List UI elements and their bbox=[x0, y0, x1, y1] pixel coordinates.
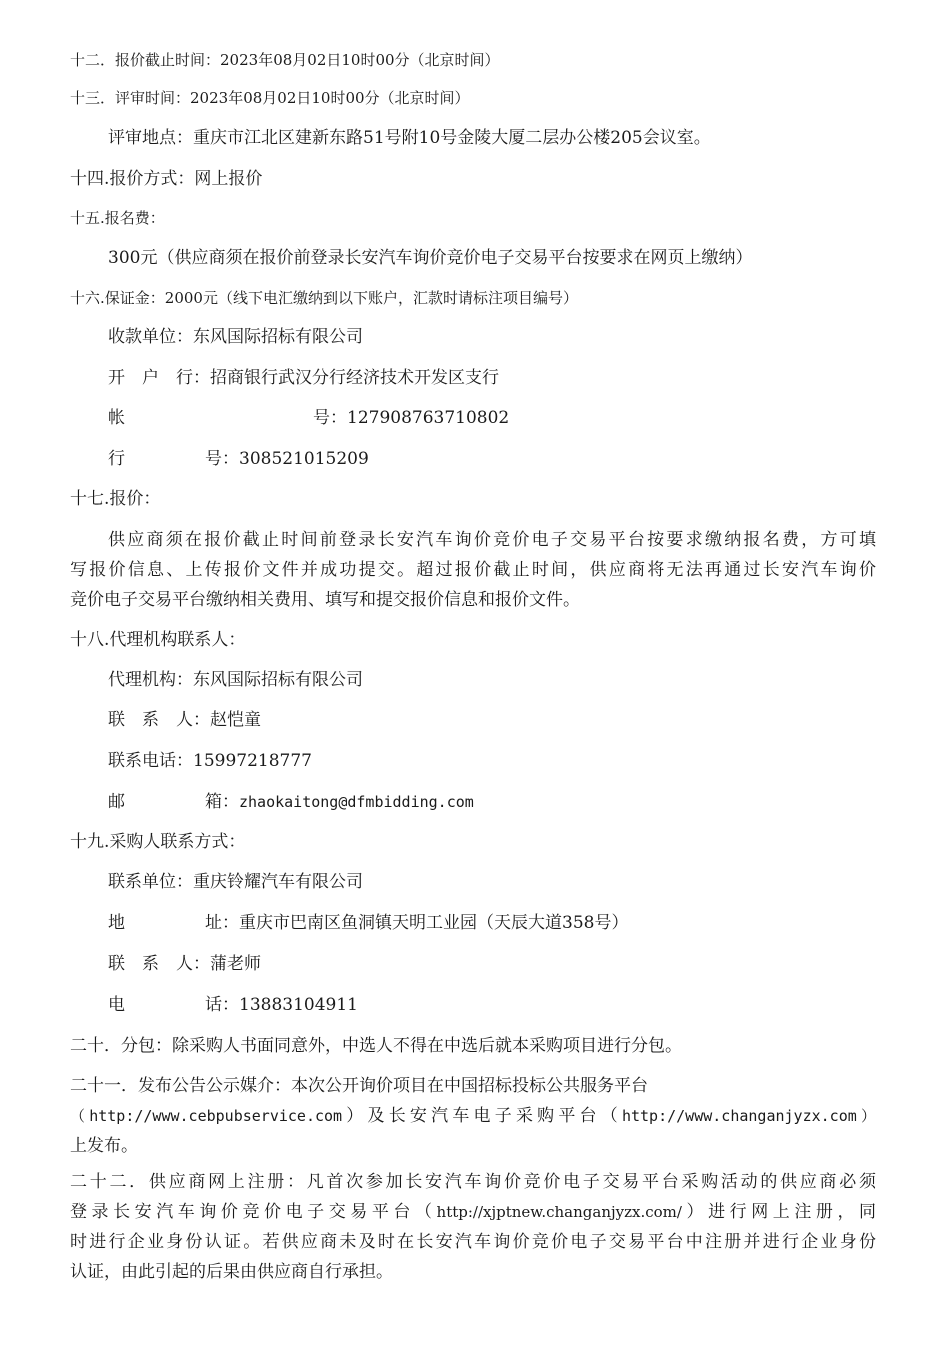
agent-org-value: 东风国际招标有限公司 bbox=[193, 670, 363, 690]
field-label: 联系单位： bbox=[108, 872, 193, 892]
xjptnew-link[interactable]: http://xjptnew.changanjyzx.com/ bbox=[436, 1203, 682, 1221]
agent-phone-value: 15997218777 bbox=[193, 751, 312, 771]
media-text: 上发布。 bbox=[70, 1136, 138, 1156]
registration-text: 认证，由此引起的后果由供应商自行承担。 bbox=[70, 1262, 393, 1282]
field-label: 话： bbox=[205, 995, 239, 1015]
subcontract-value: 除采购人书面同意外，中选人不得在中选后就本采购项目进行分包。 bbox=[172, 1036, 682, 1056]
bracket: ） bbox=[856, 1107, 876, 1125]
deposit-value: 2000元（线下电汇缴纳到以下账户，汇款时请标注项目编号） bbox=[164, 289, 578, 307]
field-label: 号： bbox=[205, 449, 239, 469]
registration-text: ）进行网上注册，同 bbox=[681, 1202, 876, 1222]
field-label: 评审地点： bbox=[108, 128, 193, 148]
field-label: 址： bbox=[205, 913, 239, 933]
registration-text: 时进行企业身份认证。若供应商未及时在长安汽车询价竞价电子交易平台中注册并进行企业身份 bbox=[70, 1232, 876, 1252]
field-label: 联系电话： bbox=[108, 751, 193, 771]
bank-code bbox=[108, 447, 808, 471]
bank-name bbox=[108, 366, 499, 390]
buyer-phone-value: 13883104911 bbox=[239, 995, 358, 1015]
buyer-phone bbox=[108, 993, 808, 1017]
field-label: 代理机构： bbox=[108, 670, 193, 690]
section-22-registration bbox=[70, 1167, 876, 1287]
buyer-person-value: 蒲老师 bbox=[210, 954, 261, 974]
section-label: 十五.报名费： bbox=[70, 209, 165, 227]
bank-account bbox=[108, 406, 808, 430]
section-label: 十三．评审时间： bbox=[70, 89, 191, 107]
account-value: 127908763710802 bbox=[347, 408, 510, 428]
bank-code-value: 308521015209 bbox=[239, 449, 369, 469]
review-time-value: 2023年08月02日10时00分（北京时间） bbox=[190, 89, 470, 107]
quote-paragraph bbox=[70, 525, 876, 615]
field-label: 收款单位： bbox=[108, 327, 193, 347]
section-label: 十二．报价截止时间： bbox=[70, 51, 221, 69]
section-14-quote-method bbox=[70, 167, 262, 191]
bracket: （ bbox=[70, 1107, 90, 1125]
review-place-value: 重庆市江北区建新东路51号附10号金陵大厦二层办公楼205会议室。 bbox=[193, 128, 711, 148]
paragraph-line: 写报价信息、上传报价文件并成功提交。超过报价截止时间，供应商将无法再通过长安汽车询价 bbox=[70, 560, 876, 580]
buyer-person bbox=[108, 952, 261, 976]
buyer-unit bbox=[108, 870, 363, 894]
section-label: 十四.报价方式： bbox=[70, 169, 195, 189]
fee-text: 300元（供应商须在报价前登录长安汽车询价竞价电子交易平台按要求在网页上缴纳） bbox=[108, 248, 753, 268]
section-21-media bbox=[70, 1071, 876, 1161]
field-label: 箱： bbox=[205, 792, 239, 812]
section-20-subcontract bbox=[70, 1034, 682, 1058]
section-label: 十六.保证金： bbox=[70, 289, 165, 307]
section-label: 二十二．供应商网上注册： bbox=[70, 1172, 307, 1192]
bank-name-value: 招商银行武汉分行经济技术开发区支行 bbox=[210, 368, 499, 388]
section-17-quote bbox=[70, 487, 160, 511]
section-19-buyer bbox=[70, 830, 245, 854]
media-text: 本次公开询价项目在中国招标投标公共服务平台 bbox=[291, 1076, 648, 1096]
cebpubservice-link[interactable]: http://www.cebpubservice.com bbox=[89, 1107, 343, 1125]
deadline-value: 2023年08月02日10时00分（北京时间） bbox=[220, 51, 500, 69]
bank-payee bbox=[108, 325, 363, 349]
field-label: 联 系 人： bbox=[108, 710, 210, 730]
agent-org bbox=[108, 668, 363, 692]
field-label: 号： bbox=[313, 408, 347, 428]
section-13-review-time bbox=[70, 86, 470, 110]
field-label: 行 bbox=[108, 449, 125, 469]
registration-text: 凡首次参加长安汽车询价竞价电子交易平台采购活动的供应商必须 bbox=[306, 1172, 877, 1192]
section-label: 十八.代理机构联系人： bbox=[70, 630, 246, 650]
field-label: 开 户 行： bbox=[108, 368, 210, 388]
review-place bbox=[108, 126, 711, 150]
section-16-deposit bbox=[70, 286, 578, 310]
agent-email bbox=[108, 790, 808, 814]
section-label: 二十．分包： bbox=[70, 1036, 172, 1056]
section-label: 十七.报价： bbox=[70, 489, 161, 509]
section-label: 十九.采购人联系方式： bbox=[70, 832, 246, 852]
field-label: 地 bbox=[108, 913, 125, 933]
paragraph-line: 竞价电子交易平台缴纳相关费用、填写和提交报价信息和报价文件。 bbox=[70, 590, 580, 610]
section-15-fee bbox=[70, 206, 165, 230]
field-label: 电 bbox=[108, 995, 125, 1015]
changanjyzx-link[interactable]: http://www.changanjyzx.com bbox=[621, 1107, 857, 1125]
agent-email-value: zhaokaitong@dfmbidding.com bbox=[239, 793, 474, 811]
field-label: 联 系 人： bbox=[108, 954, 210, 974]
agent-phone bbox=[108, 749, 312, 773]
buyer-address bbox=[108, 911, 868, 935]
buyer-unit-value: 重庆铃耀汽车有限公司 bbox=[193, 872, 363, 892]
payee-value: 东风国际招标有限公司 bbox=[193, 327, 363, 347]
quote-method-value: 网上报价 bbox=[194, 169, 263, 189]
registration-text: 登录长安汽车询价竞价电子交易平台（ bbox=[70, 1202, 437, 1222]
section-label: 二十一．发布公告公示媒介： bbox=[70, 1076, 291, 1096]
media-text: ）及长安汽车电子采购平台（ bbox=[342, 1106, 622, 1126]
agent-person-value: 赵恺童 bbox=[210, 710, 261, 730]
buyer-address-value: 重庆市巴南区鱼洞镇天明工业园（天辰大道358号） bbox=[239, 913, 629, 933]
field-label: 帐 bbox=[108, 408, 125, 428]
field-label: 邮 bbox=[108, 792, 125, 812]
section-18-agent bbox=[70, 628, 245, 652]
section-12-deadline bbox=[70, 48, 500, 72]
agent-person bbox=[108, 708, 261, 732]
paragraph-line: 供应商须在报价截止时间前登录长安汽车询价竞价电子交易平台按要求缴纳报名费，方可填 bbox=[108, 530, 876, 550]
